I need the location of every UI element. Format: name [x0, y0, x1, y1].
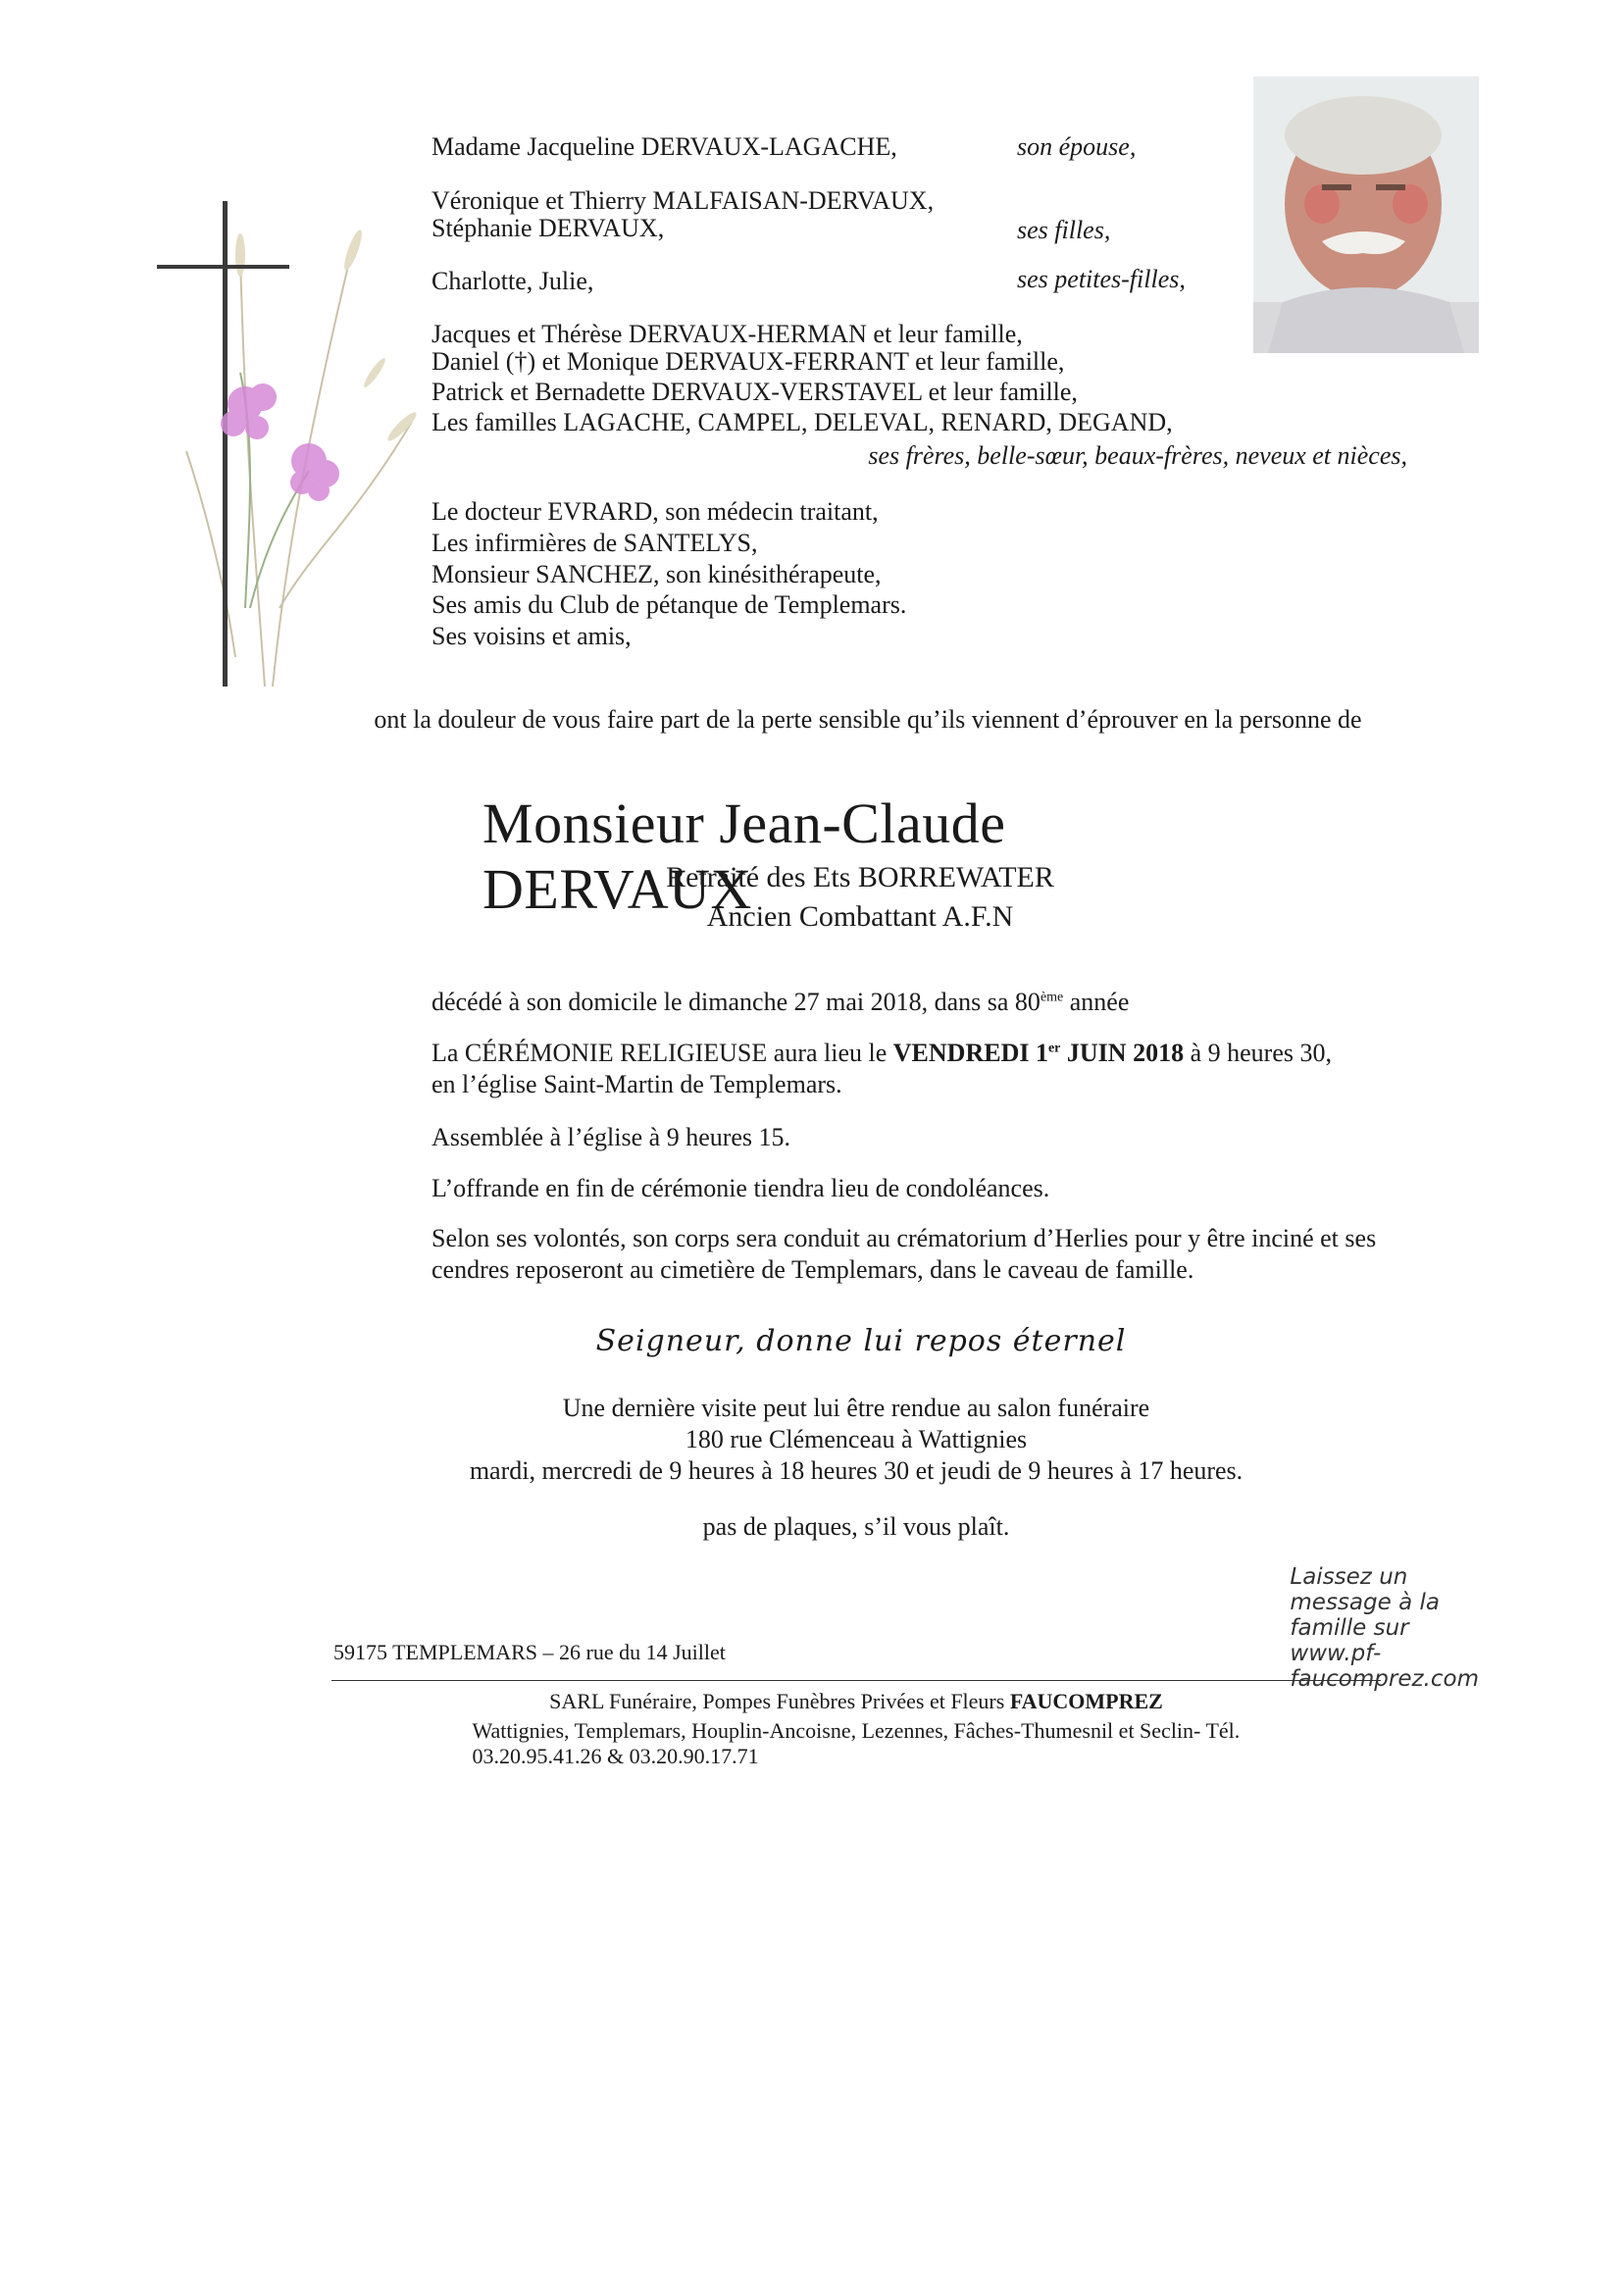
- footer-towns-phone: Wattignies, Templemars, Houplin-Ancoisne, Lezennes, Fâches-Thumesnil et Seclin- Tél. 03.20.95.41.26 & 03.20.90.17.71: [472, 1718, 1241, 1768]
- visit-line-2: 180 rue Clémenceau à Wattignies: [685, 1425, 1028, 1453]
- message-link[interactable]: Laissez un message à la famille sur www.pf-faucomprez.com: [1290, 1564, 1479, 1692]
- visit-line-1: Une dernière visite peut lui être rendue au salon funéraire: [562, 1394, 1150, 1422]
- announcement-text: ont la douleur de vous faire part de la perte sensible qu’ils viennent d’éprouver en la personne de: [374, 705, 1362, 734]
- family-line-6: Daniel (†) et Monique DERVAUX-FERRANT et leur famille,: [431, 347, 1065, 376]
- others-line-4: Ses amis du Club de pétanque de Templemars.: [431, 590, 907, 619]
- others-line-1: Le docteur EVRARD, son médecin traitant,: [431, 497, 879, 526]
- footer-company: SARL Funéraire, Pompes Funèbres Privées et Fleurs FAUCOMPREZ: [549, 1689, 1163, 1713]
- assembly-text: Assemblée à l’église à 9 heures 15.: [431, 1123, 791, 1151]
- family-line-7: Patrick et Bernadette DERVAUX-VERSTAVEL et leur famille,: [431, 378, 1078, 406]
- wheat-ears: [235, 229, 420, 444]
- prayer-text: Seigneur, donne lui repos éternel: [595, 1324, 1127, 1358]
- family-line-2: Véronique et Thierry MALFAISAN-DERVAUX,: [431, 186, 935, 215]
- portrait-photo: [1253, 76, 1479, 353]
- family-line-1: Madame Jacqueline DERVAUX-LAGACHE,: [431, 132, 897, 161]
- ceremony-details: La CÉRÉMONIE RELIGIEUSE aura lieu le VENDREDI 1er JUIN 2018 à 9 heures 30,: [431, 1039, 1332, 1067]
- others-line-5: Ses voisins et amis,: [431, 622, 632, 650]
- family-role-9: ses frères, belle-sœur, beaux-frères, neveux et nièces,: [868, 441, 1407, 470]
- family-line-5: Jacques et Thérèse DERVAUX-HERMAN et leur famille,: [431, 320, 1023, 348]
- home-address: 59175 TEMPLEMARS – 26 rue du 14 Juillet: [333, 1640, 726, 1664]
- wishes-line-1: Selon ses volontés, son corps sera conduit au crématorium d’Herlies pour y être inciné et ses: [431, 1224, 1377, 1252]
- offering-text: L’offrande en fin de cérémonie tiendra lieu de condoléances.: [431, 1174, 1050, 1202]
- family-role-4: ses petites-filles,: [1017, 265, 1186, 293]
- cross-vertical-bar: [223, 201, 228, 687]
- wishes-line-2: cendres reposeront au cimetière de Templemars, dans le caveau de famille.: [431, 1255, 1194, 1284]
- family-role-1: son épouse,: [1017, 132, 1137, 161]
- footer-divider: [331, 1680, 1381, 1681]
- pink-carnation-top: [221, 383, 277, 439]
- family-role-3: ses filles,: [1017, 216, 1111, 244]
- deceased-name: Monsieur Jean-Claude DERVAUX: [482, 791, 1006, 921]
- family-line-8: Les familles LAGACHE, CAMPEL, DELEVAL, RENARD, DEGAND,: [431, 408, 1173, 436]
- family-line-4: Charlotte, Julie,: [431, 267, 594, 295]
- deceased-occupation: Retraité des Ets BORREWATER: [666, 861, 1054, 893]
- others-line-3: Monsieur SANCHEZ, son kinésithérapeute,: [431, 560, 882, 588]
- ceremony-church: en l’église Saint-Martin de Templemars.: [431, 1070, 842, 1098]
- visit-line-3: mardi, mercredi de 9 heures à 18 heures 30 et jeudi de 9 heures à 17 heures.: [469, 1456, 1243, 1485]
- deceased-veteran: Ancien Combattant A.F.N: [706, 900, 1014, 933]
- cross-with-flowers-illustration: [147, 196, 422, 696]
- no-plaques-text: pas de plaques, s’il vous plaît.: [702, 1512, 1010, 1541]
- family-line-3: Stéphanie DERVAUX,: [431, 214, 665, 242]
- death-details: décédé à son domicile le dimanche 27 mai 2018, dans sa 80ème année: [431, 988, 1130, 1016]
- others-line-2: Les infirmières de SANTELYS,: [431, 529, 758, 557]
- cross-horizontal-bar: [157, 265, 289, 269]
- pink-carnation-bottom: [290, 443, 339, 501]
